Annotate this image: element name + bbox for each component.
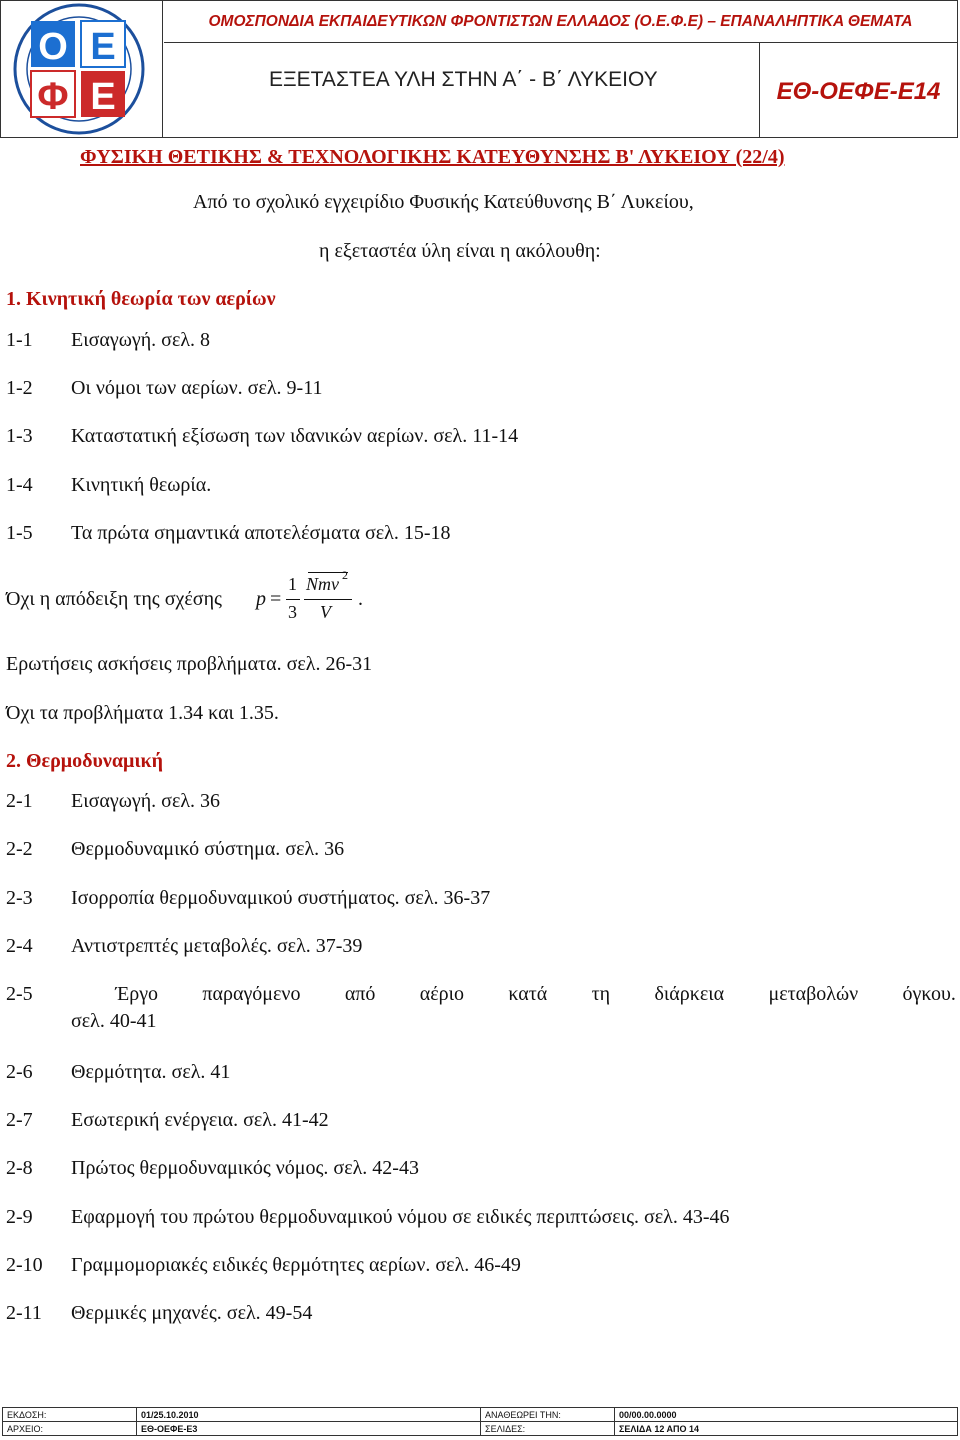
item-number: 2-10 (6, 1254, 43, 1276)
footer-revision-label: ΑΝΑΘΕΩΡΕΙ ΤΗΝ: (481, 1408, 615, 1422)
list-item (6, 838, 344, 861)
list-item (6, 1206, 730, 1229)
formula-denominator: V (320, 602, 331, 622)
proof-note: Όχι η απόδειξη της σχέσης (6, 588, 222, 610)
exercises-line: Ερωτήσεις ασκήσεις προβλήματα. σελ. 26-31 (6, 653, 373, 675)
intro-line-2: η εξεταστέα ύλη είναι η ακόλουθη: (319, 240, 601, 262)
item-number: 2-3 (6, 887, 33, 909)
item-word: μεταβολών (768, 983, 859, 1005)
footer-file-value: ΕΘ-ΟΕΦΕ-Ε3 (137, 1422, 481, 1436)
item-text: Εφαρμογή του πρώτου θερμοδυναμικού νόμου σε ειδικές περιπτώσεις. σελ. 43-46 (71, 1206, 730, 1228)
item-number: 2-1 (6, 790, 33, 812)
intro-line-1: Από το σχολικό εγχειρίδιο Φυσικής Κατεύθυνσης Β΄ Λυκείου, (193, 191, 694, 213)
footer-revision-value: 00/00.00.0000 (615, 1408, 958, 1422)
list-item (6, 1254, 521, 1277)
section-1-heading: 1. Κινητική θεωρία των αερίων (6, 288, 276, 310)
footer-row (3, 1408, 958, 1422)
item-text: Θερμότητα. σελ. 41 (71, 1061, 231, 1083)
footer-pages-label: ΣΕΛΙΔΕΣ: (481, 1422, 615, 1436)
pressure-formula (256, 568, 366, 634)
item-number: 2-9 (6, 1206, 33, 1228)
logo-letter-e1: Ε (90, 26, 116, 68)
item-text: Πρώτος θερμοδυναμικός νόμος. σελ. 42-43 (71, 1157, 419, 1179)
list-item (6, 425, 518, 448)
item-word: αέριο (419, 983, 465, 1005)
footer-edition-label: ΕΚΔΟΣΗ: (3, 1408, 137, 1422)
logo-letter-o: Ο (38, 26, 68, 68)
list-item (6, 329, 210, 352)
logo-letter-e2: Ε (90, 76, 116, 118)
item-number: 2-5 (6, 983, 33, 1005)
list-item (6, 1157, 419, 1180)
list-item-justified (6, 983, 956, 1033)
list-item (6, 887, 490, 910)
item-word: διάρκεια (654, 983, 725, 1005)
footer-file-label: ΑΡΧΕΙΟ: (3, 1422, 137, 1436)
item-text: Καταστατική εξίσωση των ιδανικών αερίων. σελ. 11-14 (71, 425, 519, 447)
item-word: τη (591, 983, 611, 1005)
item-word: Έργο (115, 983, 159, 1005)
oefe-logo (1, 1, 163, 137)
list-item (6, 1061, 230, 1084)
list-item (6, 377, 322, 400)
item-text: Κινητική θεωρία. (71, 474, 212, 496)
item-number: 2-2 (6, 838, 33, 860)
item-text: Εισαγωγή. σελ. 36 (71, 790, 221, 812)
list-item (6, 474, 211, 497)
item-number: 2-11 (6, 1302, 42, 1324)
document-footer (2, 1407, 958, 1436)
document-code: ΕΘ-ΟΕΦΕ-Ε14 (776, 78, 941, 105)
footer-pages-value: ΣΕΛΙΔΑ 12 ΑΠΟ 14 (615, 1422, 958, 1436)
item-number: 2-4 (6, 935, 33, 957)
formula-lhs: p (256, 588, 266, 610)
org-line: ΟΜΟΣΠΟΝΔΙΑ ΕΚΠΑΙΔΕΥΤΙΚΩΝ ΦΡΟΝΤΙΣΤΩΝ ΕΛΛΑΔΟΣ (Ο.Ε.Φ.Ε) – ΕΠΑΝΑΛΗΠΤΙΚΑ ΘΕΜΑΤΑ (164, 1, 957, 43)
formula-exponent: 2 (342, 568, 348, 582)
item-number: 2-7 (6, 1109, 33, 1131)
footer-edition-value: 01/25.10.2010 (137, 1408, 481, 1422)
item-number: 1-3 (6, 425, 33, 447)
formula-period: . (358, 588, 363, 610)
subject-line: ΕΞΕΤΑΣΤΕΑ ΥΛΗ ΣΤΗΝ Α΄ - Β΄ ΛΥΚΕΙΟΥ (164, 43, 760, 137)
item-number: 2-8 (6, 1157, 33, 1179)
item-number: 1-5 (6, 522, 33, 544)
list-item (6, 1109, 329, 1132)
formula-coef-bar (286, 599, 300, 600)
section-2-heading: 2. Θερμοδυναμική (6, 750, 164, 772)
item-text: Αντιστρεπτές μεταβολές. σελ. 37-39 (71, 935, 363, 957)
page-title: ΦΥΣΙΚΗ ΘΕΤΙΚΗΣ & ΤΕΧΝΟΛΟΓΙΚΗΣ ΚΑΤΕΥΘΥΝΣΗΣ Β' ΛΥΚΕΙΟΥ (22/4) (80, 146, 785, 168)
item-number: 1-1 (6, 329, 33, 351)
formula-fraction-bar (304, 599, 352, 600)
justified-line (6, 983, 956, 1006)
item-word: κατά (508, 983, 548, 1005)
item-text: Γραμμομοριακές ειδικές θερμότητες αερίων. σελ. 46-49 (71, 1254, 521, 1276)
item-number: 1-2 (6, 377, 33, 399)
list-item (6, 1302, 312, 1325)
logo-letter-f: Φ (37, 76, 69, 118)
footer-row (3, 1422, 958, 1436)
list-item (6, 522, 451, 545)
item-text: Ισορροπία θερμοδυναμικού συστήματος. σελ. 36-37 (71, 887, 491, 909)
formula-numerator: Nmv (306, 574, 339, 594)
formula-equals: = (270, 588, 282, 610)
item-number: 1-4 (6, 474, 33, 496)
exclusions-line: Όχι τα προβλήματα 1.34 και 1.35. (6, 702, 279, 724)
item-text: Εισαγωγή. σελ. 8 (71, 329, 211, 351)
formula-coef-den: 3 (288, 602, 297, 622)
item-continuation: σελ. 40-41 (71, 1010, 157, 1032)
list-item (6, 790, 220, 813)
item-text: Τα πρώτα σημαντικά αποτελέσματα σελ. 15-18 (71, 522, 451, 544)
item-text: Οι νόμοι των αερίων. σελ. 9-11 (71, 377, 323, 399)
item-word: όγκου. (902, 983, 956, 1005)
list-item (6, 935, 362, 958)
item-word: παραγόμενο (202, 983, 301, 1005)
item-text: Θερμοδυναμικό σύστημα. σελ. 36 (71, 838, 345, 860)
item-text: Εσωτερική ενέργεια. σελ. 41-42 (71, 1109, 329, 1131)
oefe-logo-graphic (1, 1, 161, 137)
formula-coef-num: 1 (288, 574, 297, 594)
item-number: 2-6 (6, 1061, 33, 1083)
item-text: Θερμικές μηχανές. σελ. 49-54 (71, 1302, 313, 1324)
document-header (0, 0, 958, 138)
item-word: από (344, 983, 376, 1005)
